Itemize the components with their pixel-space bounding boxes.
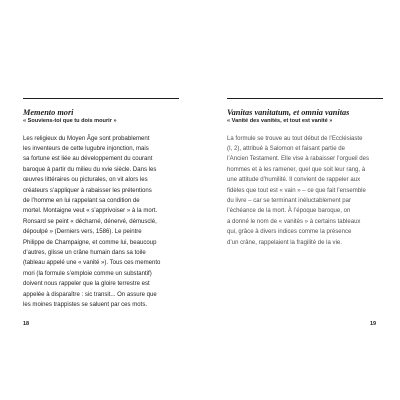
body-line: d’autres, glisse un crâne humain dans sa toile bbox=[23, 249, 146, 256]
body-line: du livre – car se terminant inéluctablement par bbox=[227, 197, 352, 204]
page-number-left: 18 bbox=[23, 321, 30, 327]
left-page bbox=[23, 98, 179, 310]
body-line: (I, 2), attribué à Salomon et faisant partie de bbox=[227, 145, 345, 152]
body-line: de l’homme en lui rappelant sa condition de bbox=[23, 197, 140, 204]
body-line: les inventeurs de cette lugubre injonction, mais bbox=[23, 145, 149, 152]
section-subtitle: « Vanité des vanités, et tout est vanité » bbox=[227, 118, 333, 124]
body-line: d’un crâne, rappelaient la fragilité de la vie. bbox=[227, 239, 342, 246]
body-line: fidèles que tout est « vain » – ce que fait l’ensemble bbox=[227, 187, 366, 194]
body-line: doivent nous rappeler que la gloire terrestre est bbox=[23, 281, 150, 288]
section-rule bbox=[227, 98, 383, 99]
body-line: Ronsard se peint « décharné, dénervé, démusclé, bbox=[23, 218, 157, 225]
section-body bbox=[23, 134, 179, 311]
section-title: Vanitas vanitatum, et omnia vanitas bbox=[227, 108, 350, 117]
body-line: hommes et à les ramener, quel que soit leur rang, à bbox=[227, 166, 366, 173]
body-line: Philippe de Champaigne, et comme lui, beaucoup bbox=[23, 239, 157, 246]
body-line: sa fortune est liée au développement du courant bbox=[23, 156, 153, 163]
body-line: œuvres littéraires ou picturales, on vit alors les bbox=[23, 177, 148, 184]
body-line: mori (la formule s’emploie comme un substantif) bbox=[23, 270, 152, 277]
body-line: une attitude d’humilité. Il convient de rappeler aux bbox=[227, 177, 361, 184]
body-line: Les religieux du Moyen Âge sont probablement bbox=[23, 135, 150, 142]
section-subtitle: « Souviens-toi que tu dois mourir » bbox=[23, 118, 117, 124]
section-body bbox=[227, 134, 383, 248]
body-line: (tableau appelé une « vanité »). Tous ces memento bbox=[23, 260, 161, 267]
body-line: baroque à partir du milieu du xvie siècle. Dans les bbox=[23, 166, 157, 173]
section-title: Memento mori bbox=[23, 108, 74, 117]
body-line: a donné le nom de « vanités » à certains tableaux bbox=[227, 218, 361, 225]
page-number-right: 19 bbox=[370, 321, 377, 327]
right-page bbox=[227, 98, 383, 248]
body-line: mortel. Montaigne veut « s’apprivoiser » à la mort. bbox=[23, 208, 158, 215]
body-line: les moines trappistes se saluent par ces mots. bbox=[23, 302, 148, 308]
body-line: qui, grâce à divers indices comme la présence bbox=[227, 229, 352, 236]
body-line: appelée à disparaître : sic transit... On assure que bbox=[23, 291, 157, 298]
body-line: dépoulpé » (Derniers vers, 1586). Le peintre bbox=[23, 229, 142, 236]
body-line: l’échéance de la mort. À l’époque baroque, on bbox=[227, 208, 351, 215]
body-line: créateurs s’appliquer à rabaisser les prétentions bbox=[23, 187, 152, 194]
section-rule bbox=[23, 98, 179, 99]
body-line: l’Ancien Testament. Elle vise à rabaisser l’orgueil des bbox=[227, 156, 370, 163]
body-line: La formule se trouve au tout début de l’Ecclésiaste bbox=[227, 135, 363, 142]
